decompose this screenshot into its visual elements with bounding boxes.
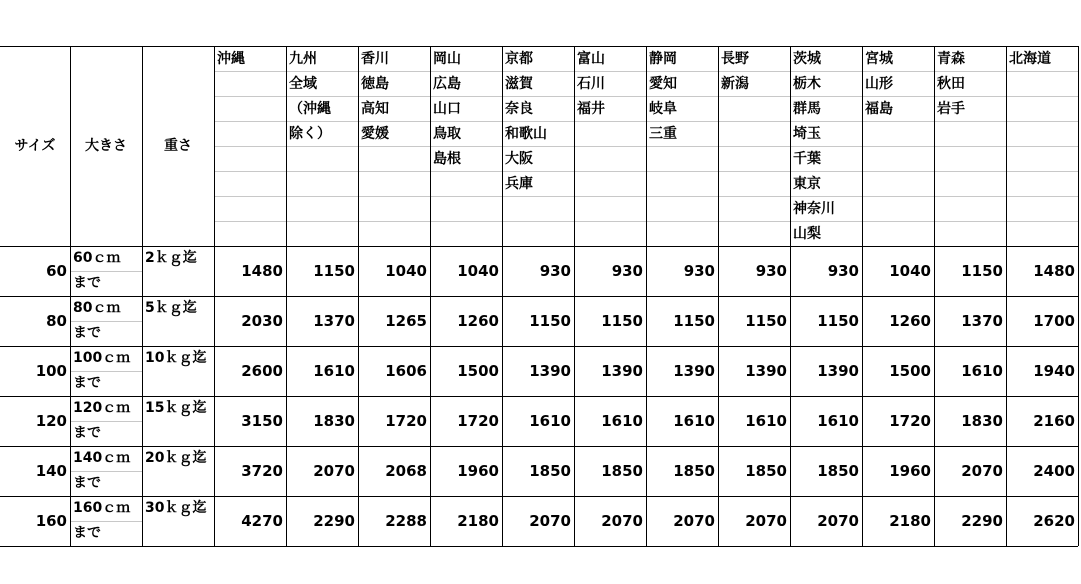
row-dimension-suffix: まで xyxy=(73,475,101,491)
price-cell: 1500 xyxy=(889,362,931,380)
region-name: 島根 xyxy=(433,151,461,167)
price-cell: 2070 xyxy=(313,462,355,480)
row-border xyxy=(0,446,1078,447)
header-subline xyxy=(430,146,502,147)
price-cell: 1850 xyxy=(529,462,571,480)
price-cell: 1610 xyxy=(745,412,787,430)
header-subline xyxy=(574,121,646,122)
header-subline xyxy=(286,196,358,197)
header-subline xyxy=(718,121,790,122)
header-subline xyxy=(286,71,358,72)
region-name: 全域 xyxy=(289,76,317,92)
price-cell: 1500 xyxy=(457,362,499,380)
row-dimension: 160ｃｍ xyxy=(73,500,131,516)
column-border xyxy=(70,46,71,546)
header-subline xyxy=(646,146,718,147)
header-subline xyxy=(862,71,934,72)
price-cell: 1960 xyxy=(889,462,931,480)
region-name: 群馬 xyxy=(793,101,821,117)
price-cell: 2290 xyxy=(313,512,355,530)
region-name: 秋田 xyxy=(937,76,965,92)
price-cell: 1850 xyxy=(601,462,643,480)
row-weight: 20ｋｇ迄 xyxy=(145,450,207,466)
header-subline xyxy=(1006,121,1078,122)
region-name: 九州 xyxy=(289,51,317,67)
header-subline xyxy=(574,171,646,172)
size-header: サイズ xyxy=(14,137,56,154)
header-subline xyxy=(934,71,1006,72)
column-border xyxy=(502,46,503,546)
region-name: 埼玉 xyxy=(793,126,821,142)
header-subline xyxy=(934,221,1006,222)
region-name: 京都 xyxy=(505,51,533,67)
header-subline xyxy=(286,221,358,222)
region-name: 福島 xyxy=(865,101,893,117)
region-name: 北海道 xyxy=(1009,51,1051,67)
row-weight: 30ｋｇ迄 xyxy=(145,500,207,516)
row-border xyxy=(0,496,1078,497)
region-name: 千葉 xyxy=(793,151,821,167)
price-cell: 1390 xyxy=(673,362,715,380)
dimension-subline xyxy=(70,371,142,372)
column-border xyxy=(574,46,575,546)
header-subline xyxy=(502,71,574,72)
price-cell: 1260 xyxy=(457,312,499,330)
region-name: 福井 xyxy=(577,101,605,117)
header-subline xyxy=(430,96,502,97)
header-subline xyxy=(790,196,862,197)
header-subline xyxy=(646,171,718,172)
header-subline xyxy=(358,146,430,147)
row-border xyxy=(0,296,1078,297)
region-name: 新潟 xyxy=(721,76,749,92)
row-size: 100 xyxy=(35,362,67,380)
header-subline xyxy=(358,71,430,72)
header-subline xyxy=(934,146,1006,147)
row-dimension-suffix: まで xyxy=(73,275,101,291)
header-subline xyxy=(430,171,502,172)
column-border xyxy=(142,46,143,546)
header-subline xyxy=(502,221,574,222)
header-subline xyxy=(1006,171,1078,172)
region-name: 山形 xyxy=(865,76,893,92)
header-subline xyxy=(358,121,430,122)
price-cell: 1390 xyxy=(529,362,571,380)
price-cell: 1150 xyxy=(601,312,643,330)
header-subline xyxy=(430,121,502,122)
header-subline xyxy=(502,96,574,97)
price-cell: 4270 xyxy=(241,512,283,530)
header-subline xyxy=(646,221,718,222)
region-name: 徳島 xyxy=(361,76,389,92)
price-cell: 2070 xyxy=(673,512,715,530)
dimension-subline xyxy=(70,521,142,522)
price-cell: 1610 xyxy=(673,412,715,430)
price-cell: 1720 xyxy=(889,412,931,430)
region-name: （沖縄 xyxy=(289,101,331,117)
header-subline xyxy=(214,71,286,72)
price-cell: 1150 xyxy=(817,312,859,330)
column-border xyxy=(646,46,647,546)
region-name: 富山 xyxy=(577,51,605,67)
price-cell: 1960 xyxy=(457,462,499,480)
header-subline xyxy=(718,146,790,147)
region-name: 栃木 xyxy=(793,76,821,92)
price-cell: 2070 xyxy=(601,512,643,530)
row-size: 80 xyxy=(46,312,67,330)
price-cell: 2030 xyxy=(241,312,283,330)
header-subline xyxy=(790,96,862,97)
region-name: 東京 xyxy=(793,176,821,192)
header-subline xyxy=(1006,71,1078,72)
header-subline xyxy=(430,196,502,197)
column-border xyxy=(1078,46,1079,546)
region-name: 広島 xyxy=(433,76,461,92)
header-subline xyxy=(358,221,430,222)
price-cell: 930 xyxy=(755,262,787,280)
header-subline xyxy=(286,146,358,147)
region-name: 和歌山 xyxy=(505,126,547,142)
price-cell: 1606 xyxy=(385,362,427,380)
region-name: 宮城 xyxy=(865,51,893,67)
column-border xyxy=(790,46,791,546)
price-cell: 3720 xyxy=(241,462,283,480)
header-subline xyxy=(790,171,862,172)
row-size: 120 xyxy=(35,412,67,430)
header-subline xyxy=(646,196,718,197)
header-subline xyxy=(574,96,646,97)
row-weight: 15ｋｇ迄 xyxy=(145,400,207,416)
header-subline xyxy=(1006,146,1078,147)
row-border xyxy=(0,396,1078,397)
price-cell: 3150 xyxy=(241,412,283,430)
row-dimension: 80ｃｍ xyxy=(73,300,121,316)
header-subline xyxy=(1006,96,1078,97)
header-subline xyxy=(718,171,790,172)
table-top-border xyxy=(0,46,1078,47)
row-size: 140 xyxy=(35,462,67,480)
row-dimension-suffix: まで xyxy=(73,375,101,391)
price-cell: 1720 xyxy=(385,412,427,430)
region-name: 愛媛 xyxy=(361,126,389,142)
row-dimension-suffix: まで xyxy=(73,425,101,441)
row-border xyxy=(0,546,1078,547)
price-cell: 1610 xyxy=(817,412,859,430)
row-dimension: 100ｃｍ xyxy=(73,350,131,366)
header-subline xyxy=(862,121,934,122)
price-cell: 2180 xyxy=(457,512,499,530)
price-cell: 1150 xyxy=(529,312,571,330)
price-cell: 930 xyxy=(683,262,715,280)
header-subline xyxy=(430,221,502,222)
header-subline xyxy=(286,96,358,97)
price-cell: 1850 xyxy=(745,462,787,480)
row-size: 160 xyxy=(35,512,67,530)
region-name: 長野 xyxy=(721,51,749,67)
price-cell: 1830 xyxy=(961,412,1003,430)
region-name: 岩手 xyxy=(937,101,965,117)
header-subline xyxy=(790,71,862,72)
header-subline xyxy=(214,121,286,122)
header-subline xyxy=(790,146,862,147)
price-cell: 1150 xyxy=(745,312,787,330)
price-cell: 930 xyxy=(611,262,643,280)
header-subline xyxy=(214,196,286,197)
price-cell: 2600 xyxy=(241,362,283,380)
header-subline xyxy=(574,146,646,147)
row-border xyxy=(0,346,1078,347)
header-subline xyxy=(214,96,286,97)
price-cell: 1610 xyxy=(601,412,643,430)
region-name: 沖縄 xyxy=(217,51,245,67)
region-name: 奈良 xyxy=(505,101,533,117)
price-cell: 1150 xyxy=(313,262,355,280)
header-subline xyxy=(502,171,574,172)
price-cell: 1150 xyxy=(673,312,715,330)
price-cell: 2068 xyxy=(385,462,427,480)
column-border xyxy=(214,46,215,546)
column-border xyxy=(430,46,431,546)
price-cell: 1390 xyxy=(601,362,643,380)
header-subline xyxy=(718,71,790,72)
price-cell: 2160 xyxy=(1033,412,1075,430)
region-name: 静岡 xyxy=(649,51,677,67)
price-cell: 1610 xyxy=(961,362,1003,380)
price-cell: 1040 xyxy=(385,262,427,280)
price-cell: 2070 xyxy=(745,512,787,530)
column-border xyxy=(358,46,359,546)
header-subline xyxy=(646,96,718,97)
header-subline xyxy=(214,146,286,147)
price-cell: 2070 xyxy=(961,462,1003,480)
header-subline xyxy=(934,171,1006,172)
row-dimension-suffix: まで xyxy=(73,525,101,541)
row-dimension: 60ｃｍ xyxy=(73,250,121,266)
header-subline xyxy=(934,196,1006,197)
dimension-subline xyxy=(70,271,142,272)
region-name: 愛知 xyxy=(649,76,677,92)
region-name: 神奈川 xyxy=(793,201,835,217)
header-subline xyxy=(718,96,790,97)
header-subline xyxy=(358,96,430,97)
header-subline xyxy=(502,196,574,197)
column-border xyxy=(718,46,719,546)
row-weight: 10ｋｇ迄 xyxy=(145,350,207,366)
price-cell: 1480 xyxy=(1033,262,1075,280)
header-subline xyxy=(358,196,430,197)
price-cell: 2290 xyxy=(961,512,1003,530)
price-cell: 1370 xyxy=(961,312,1003,330)
price-cell: 1265 xyxy=(385,312,427,330)
header-subline xyxy=(718,196,790,197)
price-cell: 1850 xyxy=(673,462,715,480)
price-cell: 1940 xyxy=(1033,362,1075,380)
region-name: 大阪 xyxy=(505,151,533,167)
region-name: 兵庫 xyxy=(505,176,533,192)
region-name: 茨城 xyxy=(793,51,821,67)
column-border xyxy=(286,46,287,546)
header-subline xyxy=(286,121,358,122)
header-subline xyxy=(862,96,934,97)
dimension-subline xyxy=(70,321,142,322)
price-cell: 2620 xyxy=(1033,512,1075,530)
header-subline xyxy=(862,146,934,147)
region-name: 鳥取 xyxy=(433,126,461,142)
dimension-subline xyxy=(70,421,142,422)
header-subline xyxy=(790,121,862,122)
header-subline xyxy=(790,221,862,222)
price-cell: 2400 xyxy=(1033,462,1075,480)
row-weight: 5ｋｇ迄 xyxy=(145,300,197,316)
price-cell: 1480 xyxy=(241,262,283,280)
region-name: 青森 xyxy=(937,51,965,67)
column-border xyxy=(934,46,935,546)
region-name: 除く） xyxy=(289,126,331,142)
header-subline xyxy=(934,96,1006,97)
header-subline xyxy=(646,121,718,122)
header-subline xyxy=(214,171,286,172)
region-name: 滋賀 xyxy=(505,76,533,92)
price-cell: 1610 xyxy=(313,362,355,380)
row-weight: 2ｋｇ迄 xyxy=(145,250,197,266)
header-subline xyxy=(934,121,1006,122)
row-dimension: 140ｃｍ xyxy=(73,450,131,466)
region-name: 香川 xyxy=(361,51,389,67)
region-name: 山梨 xyxy=(793,226,821,242)
dimension-subline xyxy=(70,471,142,472)
price-cell: 1720 xyxy=(457,412,499,430)
price-cell: 1040 xyxy=(889,262,931,280)
price-cell: 1700 xyxy=(1033,312,1075,330)
price-cell: 930 xyxy=(827,262,859,280)
price-cell: 1830 xyxy=(313,412,355,430)
column-border xyxy=(1006,46,1007,546)
price-cell: 1610 xyxy=(529,412,571,430)
header-subline xyxy=(574,221,646,222)
region-name: 三重 xyxy=(649,126,677,142)
header-subline xyxy=(574,71,646,72)
header-subline xyxy=(502,121,574,122)
header-bottom-border xyxy=(0,246,1078,247)
row-size: 60 xyxy=(46,262,67,280)
header-subline xyxy=(862,221,934,222)
header-subline xyxy=(430,71,502,72)
header-subline xyxy=(718,221,790,222)
price-cell: 1040 xyxy=(457,262,499,280)
dimension-header: 大きさ xyxy=(85,137,127,154)
price-cell: 1150 xyxy=(961,262,1003,280)
row-dimension: 120ｃｍ xyxy=(73,400,131,416)
price-cell: 1390 xyxy=(817,362,859,380)
weight-header: 重さ xyxy=(164,137,192,154)
header-subline xyxy=(1006,196,1078,197)
region-name: 岐阜 xyxy=(649,101,677,117)
price-cell: 1260 xyxy=(889,312,931,330)
header-subline xyxy=(1006,221,1078,222)
region-name: 岡山 xyxy=(433,51,461,67)
region-name: 山口 xyxy=(433,101,461,117)
price-cell: 2180 xyxy=(889,512,931,530)
header-subline xyxy=(214,221,286,222)
header-subline xyxy=(286,171,358,172)
price-cell: 930 xyxy=(539,262,571,280)
header-subline xyxy=(502,146,574,147)
column-border xyxy=(862,46,863,546)
price-cell: 1390 xyxy=(745,362,787,380)
price-cell: 2288 xyxy=(385,512,427,530)
header-subline xyxy=(862,171,934,172)
price-cell: 2070 xyxy=(529,512,571,530)
price-cell: 1850 xyxy=(817,462,859,480)
header-subline xyxy=(358,171,430,172)
price-cell: 2070 xyxy=(817,512,859,530)
row-dimension-suffix: まで xyxy=(73,325,101,341)
header-subline xyxy=(862,196,934,197)
price-cell: 1370 xyxy=(313,312,355,330)
region-name: 高知 xyxy=(361,101,389,117)
region-name: 石川 xyxy=(577,76,605,92)
header-subline xyxy=(646,71,718,72)
header-subline xyxy=(574,196,646,197)
